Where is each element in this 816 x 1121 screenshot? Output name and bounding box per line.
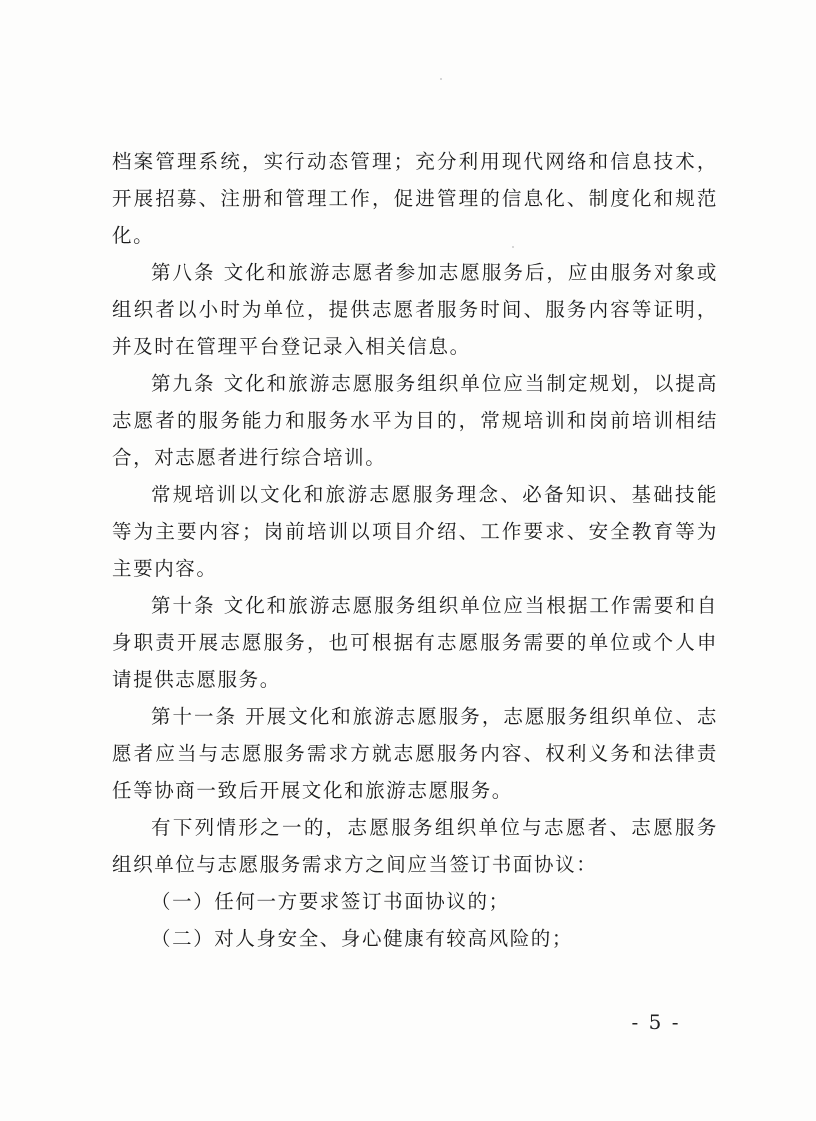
paragraph-article-10: 第十条 文化和旅游志愿服务组织单位应当根据工作需要和自身职责开展志愿服务，也可根据有志愿服务需要的单位或个人申请提供志愿服务。	[112, 594, 718, 691]
page-number: - 5 -	[631, 1010, 681, 1034]
paragraph-agreement-conditions: 有下列情形之一的，志愿服务组织单位与志愿者、志愿服务组织单位与志愿服务需求方之间应当签订书面协议：	[112, 816, 718, 876]
paragraph-article-8: 第八条 文化和旅游志愿者参加志愿服务后，应由服务对象或组织者以小时为单位，提供志愿者服务时间、服务内容等证明，并及时在管理平台登记录入相关信息。	[112, 261, 718, 358]
list-item-1: （一）任何一方要求签订书面协议的；	[151, 890, 510, 913]
paragraph-article-11: 第十一条 开展文化和旅游志愿服务，志愿服务组织单位、志愿者应当与志愿服务需求方就志愿服务内容、权利义务和法律责任等协商一致后开展文化和旅游志愿服务。	[112, 705, 718, 802]
paragraph-training-content: 常规培训以文化和旅游志愿服务理念、必备知识、基础技能等为主要内容；岗前培训以项目介绍、工作要求、安全教育等为主要内容。	[112, 483, 718, 580]
list-item-2: （二）对人身安全、身心健康有较高风险的；	[151, 927, 574, 950]
scan-speck	[440, 78, 442, 80]
body-text	[112, 143, 718, 957]
paragraph-continuation: 档案管理系统，实行动态管理；充分利用现代网络和信息技术，开展招募、注册和管理工作，促进管理的信息化、制度化和规范化。	[112, 150, 718, 247]
paragraph-article-9: 第九条 文化和旅游志愿服务组织单位应当制定规划，以提高志愿者的服务能力和服务水平为目的，常规培训和岗前培训相结合，对志愿者进行综合培训。	[112, 372, 718, 469]
